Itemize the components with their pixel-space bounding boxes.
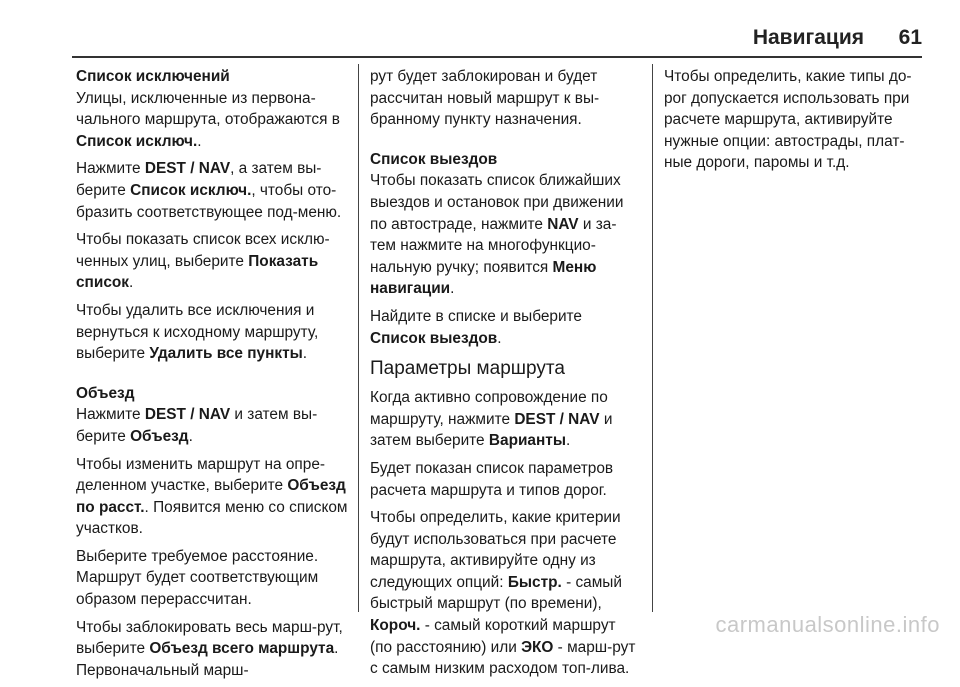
paragraph: Чтобы определить, какие типы до-рог допускается использовать при расчете маршрута, активируйте нужные опции: автострады, плат-ные дороги, паромы и т.д. xyxy=(664,68,912,172)
column-3 xyxy=(664,66,926,180)
paragraph: Когда активно сопровождение по маршруту, нажмите DEST / NAV и затем выберите Варианты. xyxy=(370,389,613,450)
paragraph: Чтобы показать список всех исклю-ченных улиц, выберите Показать список. xyxy=(76,231,330,292)
page-header xyxy=(0,22,960,56)
paragraph: Улицы, исключенные из первона-чального маршрута, отображаются в Список исключ.. xyxy=(76,89,340,150)
page-number: 61 xyxy=(898,26,922,49)
paragraph: Будет показан список параметров расчета маршрута и типов дорог. xyxy=(370,459,614,499)
paragraph: Чтобы показать список ближайших выездов и остановок при движении по автостраде, нажмите NAV и за-тем нажмите на многофункцио-нальную ручку; появится Меню навигации. xyxy=(370,172,624,298)
paragraph: Чтобы удалить все исключения и вернуться к исходному маршруту, выберите Удалить все пункты. xyxy=(76,301,319,363)
column-2 xyxy=(370,66,640,686)
header-rule xyxy=(72,56,922,58)
paragraph: Чтобы изменить маршрут на опре-деленном участке, выберите Объезд по расст.. Появится меню со списком участков. xyxy=(76,455,348,538)
paragraph: Нажмите DEST / NAV и затем вы-берите Объезд. xyxy=(76,406,318,445)
paragraph: Чтобы заблокировать весь марш-рут, выберите Объезд всего маршрута. Первоначальный марш- xyxy=(76,618,343,679)
paragraph: Найдите в списке и выберите Список выездов. xyxy=(370,307,582,347)
column-1 xyxy=(76,66,348,687)
paragraph: рут будет заблокирован и будет рассчитан новый маршрут к вы-бранному пункту назначения. xyxy=(370,68,600,129)
heading-detour: Объезд xyxy=(76,384,135,402)
paragraph: Нажмите DEST / NAV, а затем вы-берите Список исключ., чтобы ото-бразить соответствующее под-меню. xyxy=(76,160,342,221)
column-divider-1 xyxy=(358,64,359,612)
watermark: carmanualsonline.info xyxy=(715,612,940,637)
column-divider-2 xyxy=(652,64,653,612)
paragraph: Выберите требуемое расстояние. Маршрут будет соответствующим образом перерассчитан. xyxy=(76,547,319,609)
page-title: Навигация xyxy=(752,26,864,49)
heading-exceptions-list: Список исключений xyxy=(76,68,230,85)
heading-exits-list: Список выездов xyxy=(370,150,498,168)
paragraph: Чтобы определить, какие критерии будут использоваться при расчете маршрута, активируйте одну из следующих опций: Быстр. - самый быстрый маршрут (по времени), Короч. - самый короткий маршрут (по расстоянию) или ЭКО - марш-рут с самым низким расходом топ-лива. xyxy=(370,509,636,678)
heading-route-options: Параметры маршрута xyxy=(370,358,565,380)
